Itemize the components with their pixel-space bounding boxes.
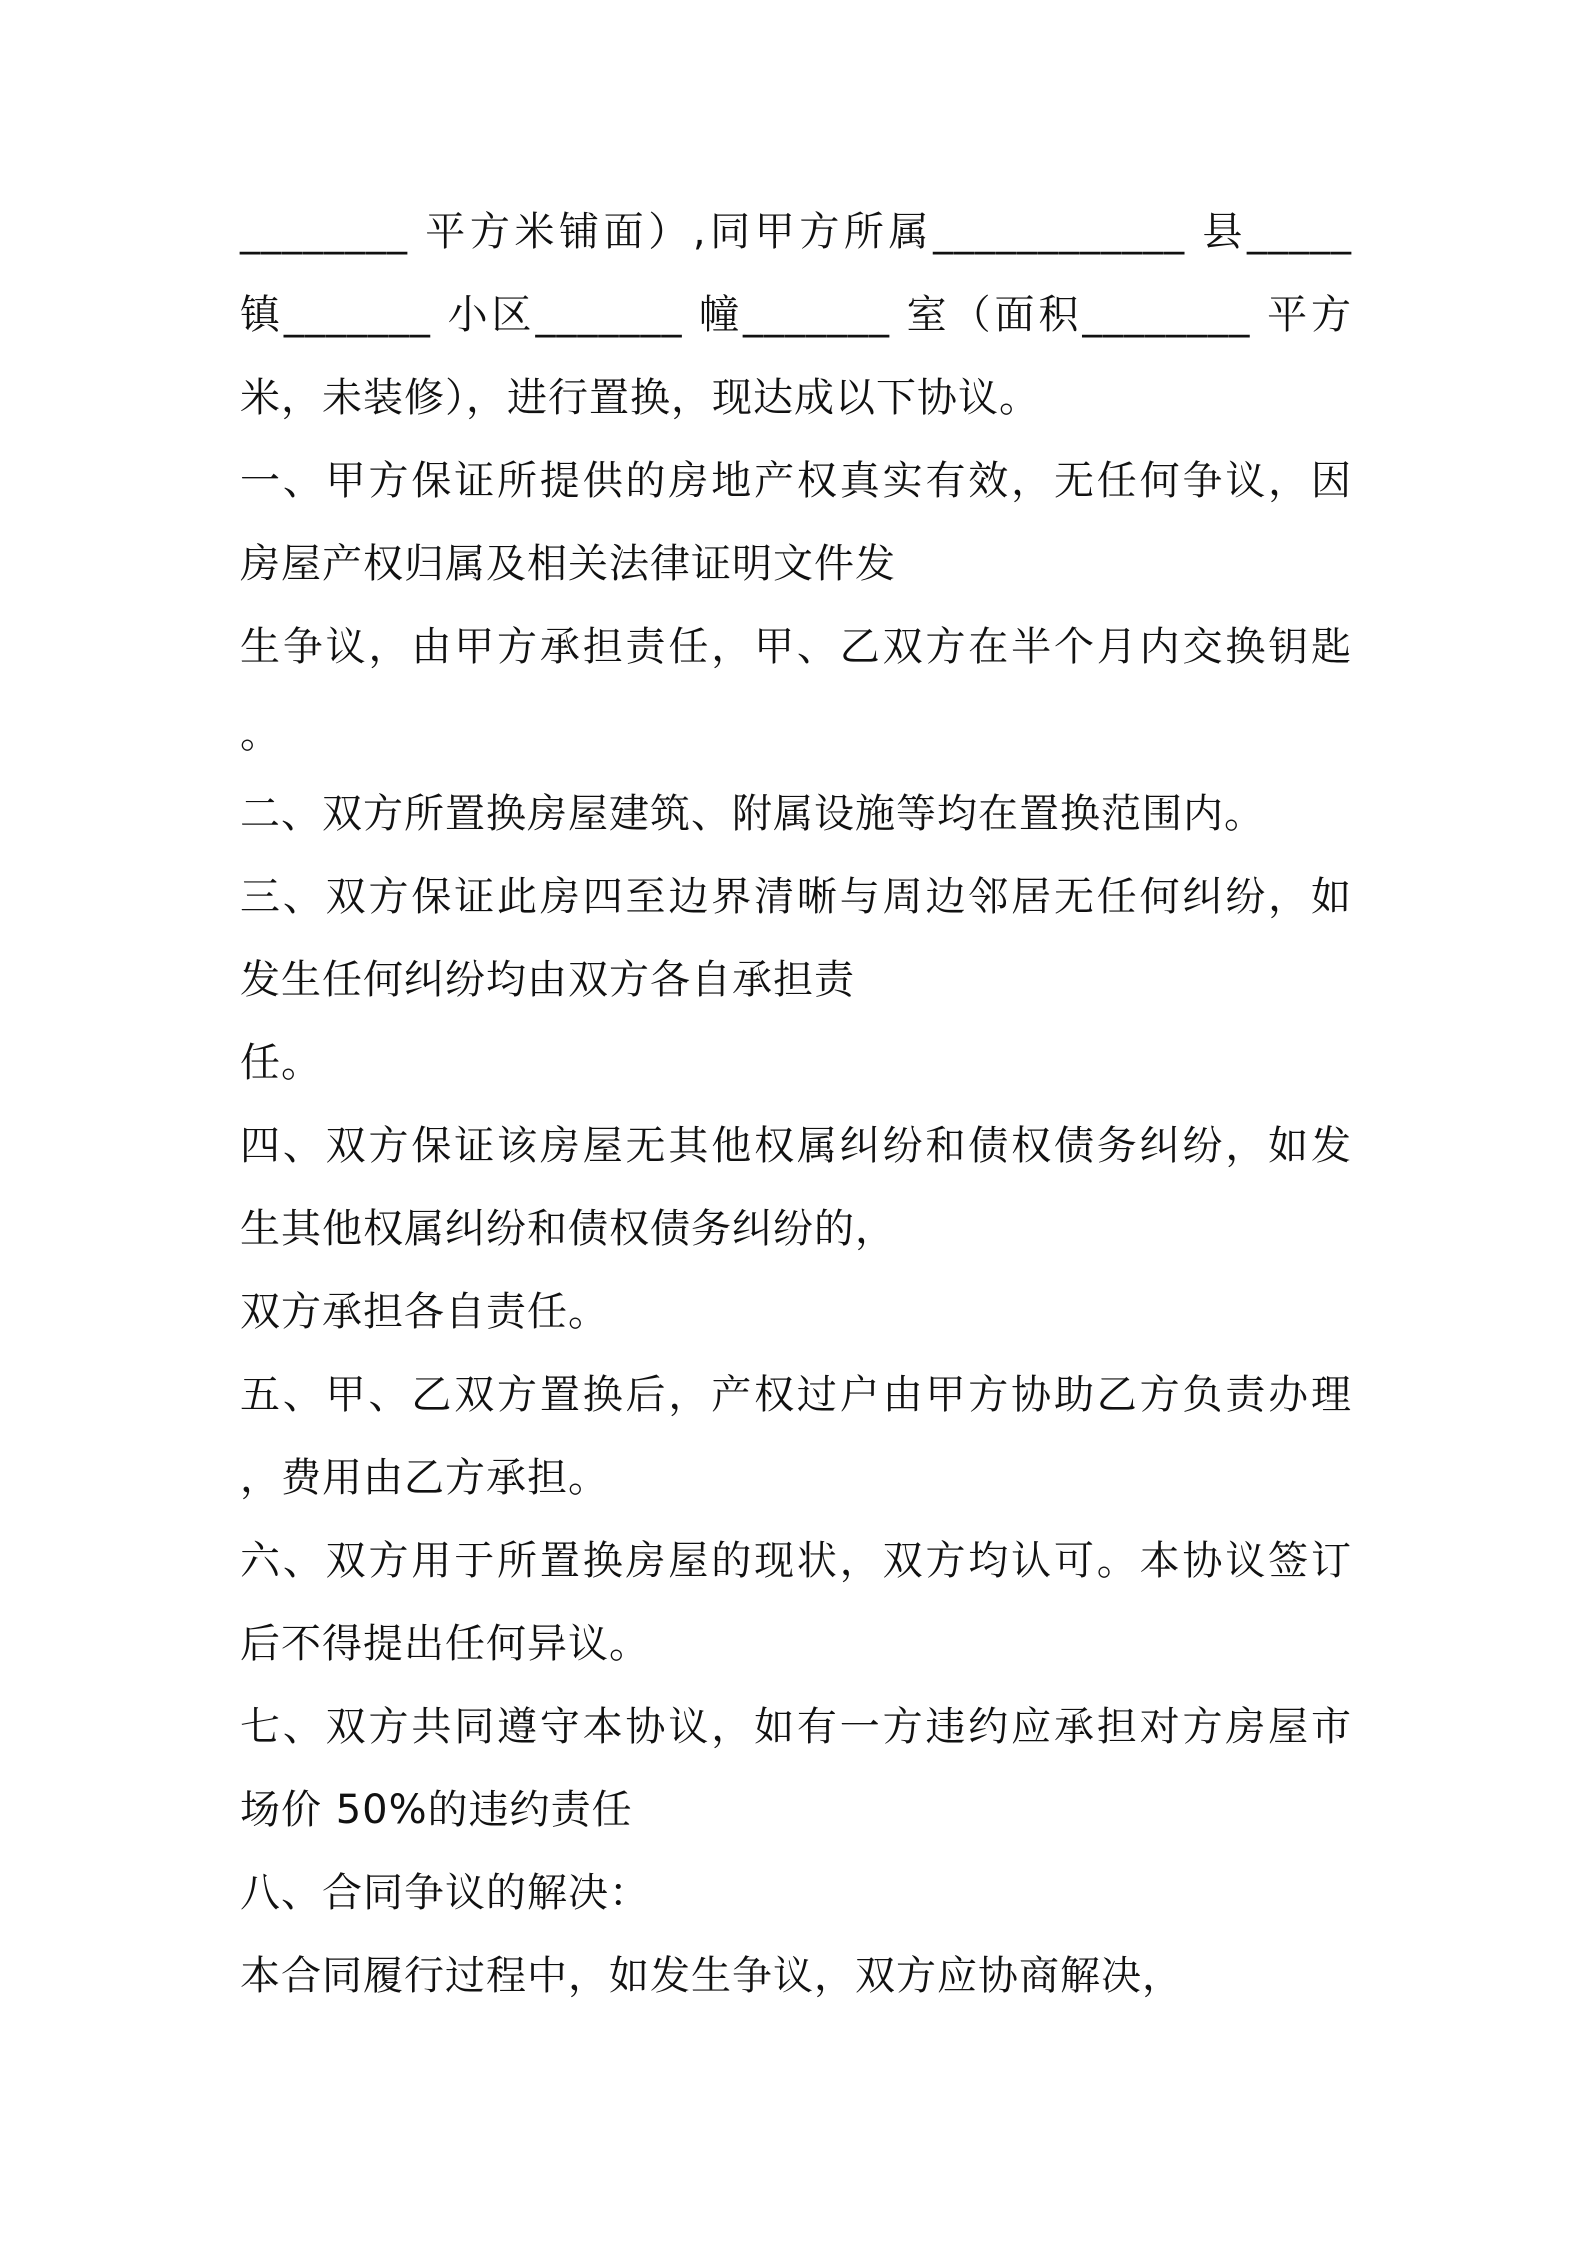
text-line: 七、双方共同遵守本协议，如有一方违约应承担对方房屋市	[240, 1704, 1352, 1750]
text-line: 三、双方保证此房四至边界清晰与周边邻居无任何纠纷，如	[240, 874, 1352, 920]
text-line: 双方承担各自责任。	[240, 1289, 609, 1335]
text-line: 镇_______ 小区_______ 幢_______ 室（面积________ 平方	[240, 292, 1352, 338]
text-line: 。	[240, 711, 281, 757]
text-line: 后不得提出任何异议。	[240, 1621, 650, 1667]
text-line: 房屋产权归属及相关法律证明文件发	[240, 541, 896, 587]
text-line: 二、双方所置换房屋建筑、附属设施等均在置换范围内。	[240, 791, 1265, 837]
text-line: 米，未装修），进行置换，现达成以下协议。	[240, 375, 1040, 421]
text-line: ，费用由乙方承担。	[240, 1455, 609, 1501]
text-line: 五、甲、乙双方置换后，产权过户由甲方协助乙方负责办理	[240, 1372, 1352, 1418]
text-line: 一、甲方保证所提供的房地产权真实有效，无任何争议，因	[240, 458, 1352, 504]
text-line: 生其他权属纠纷和债权债务纠纷的，	[240, 1206, 896, 1252]
text-line: 任。	[240, 1040, 322, 1086]
text-line: 六、双方用于所置换房屋的现状，双方均认可。本协议签订	[240, 1538, 1352, 1584]
text-line: 本合同履行过程中，如发生争议，双方应协商解决，	[240, 1953, 1183, 1999]
text-line: 场价 50%的违约责任	[240, 1787, 633, 1833]
text-line: 生争议，由甲方承担责任，甲、乙双方在半个月内交换钥匙	[240, 624, 1352, 670]
text-line: 四、双方保证该房屋无其他权属纠纷和债权债务纠纷，如发	[240, 1123, 1352, 1169]
text-line: 发生任何纠纷均由双方各自承担责	[240, 957, 855, 1003]
text-line: ________ 平方米铺面）,同甲方所属____________ 县_____	[240, 209, 1352, 255]
text-line: 八、合同争议的解决：	[240, 1870, 650, 1916]
